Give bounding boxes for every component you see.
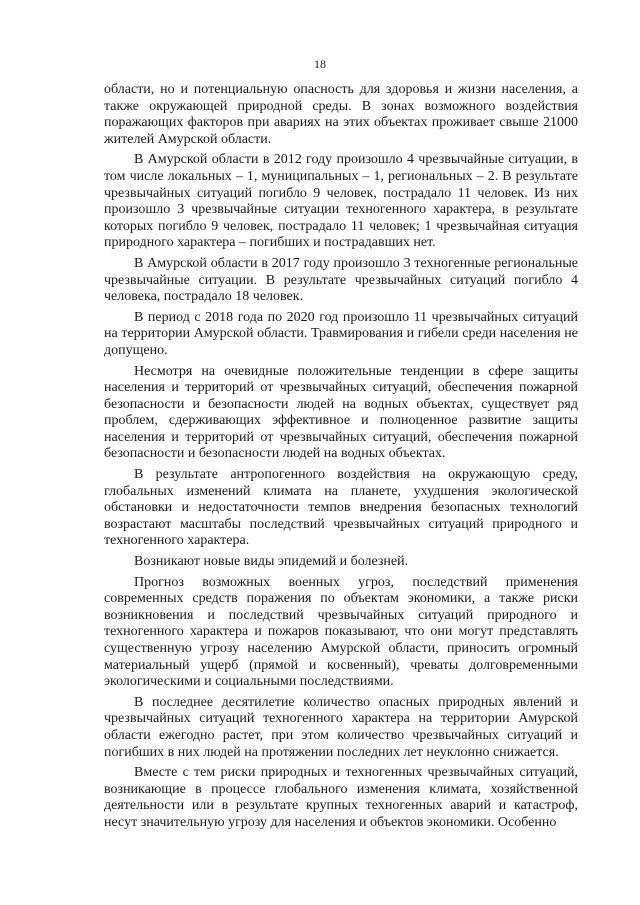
paragraph: Вместе с тем риски природных и техногенных чрезвычайных ситуаций, возникающие в процессе глобального изменения климата, хозяйственной деятельности или в результате крупных техногенных аварий и катастроф, несут значительную угрозу для населения и объектов экономики. Особенно bbox=[104, 765, 578, 830]
paragraph: Прогноз возможных военных угроз, последствий применения современных средств поражения по объектам экономики, а также риски возникновения и последствий чрезвычайных ситуаций природного и техногенного характера и пожаров показывают, что они могут представлять существенную угрозу населению Амурской области, приносить огромный материальный ущерб (прямой и косвенный), чреваты долговременными экологическими и социальными последствиями. bbox=[104, 574, 578, 690]
paragraph: В последнее десятилетие количество опасных природных явлений и чрезвычайных ситуаций техногенного характера на территории Амурской области ежегодно растет, при этом количество чрезвычайных ситуаций и погибших в них людей на протяжении последних лет неуклонно снижается. bbox=[104, 694, 578, 760]
paragraph: Несмотря на очевидные положительные тенденции в сфере защиты населения и территорий от чрезвычайных ситуаций, обеспечения пожарной безопасности и безопасности людей на водных объектах, существует ряд проблем, сдерживающих эффективное и полноценное развитие защиты населения и территорий от чрезвычайных ситуаций, обеспечения пожарной безопасности и безопасности людей на водных объектах. bbox=[104, 363, 578, 462]
document-body bbox=[104, 82, 578, 836]
paragraph: В период с 2018 года по 2020 год произошло 11 чрезвычайных ситуаций на территории Амурской области. Травмирования и гибели среди населения не допущено. bbox=[104, 309, 578, 358]
page-number: 18 bbox=[314, 57, 326, 71]
paragraph: Возникают новые виды эпидемий и болезней. bbox=[134, 554, 409, 570]
paragraph: В Амурской области в 2017 году произошло 3 техногенные региональные чрезвычайные ситуации. В результате чрезвычайных ситуаций погибло 4 человека, пострадало 18 человек. bbox=[104, 255, 578, 305]
paragraph: области, но и потенциальную опасность для здоровья и жизни населения, а также окружающей природной среды. В зонах возможного воздействия поражающих факторов при авариях на этих объектах проживает свыше 21000 жителей Амурской области. bbox=[104, 82, 578, 147]
paragraph: В Амурской области в 2012 году произошло 4 чрезвычайные ситуации, в том числе локальных – 1, муниципальных – 1, региональных – 2. В результате чрезвычайных ситуаций погибло 9 человек, пострадало 11 человек. Из них произошло 3 чрезвычайные ситуации техногенного характера, в результате которых погибло 9 человек, пострадало 11 человек; 1 чрезвычайная ситуация природного характера – погибших и пострадавших нет. bbox=[104, 152, 578, 251]
paragraph: В результате антропогенного воздействия на окружающую среду, глобальных изменений климата на планете, ухудшения экологической обстановки и недостаточности темпов внедрения безопасных технологий возрастают масштабы последствий чрезвычайных ситуаций природного и техногенного характера. bbox=[104, 467, 578, 549]
